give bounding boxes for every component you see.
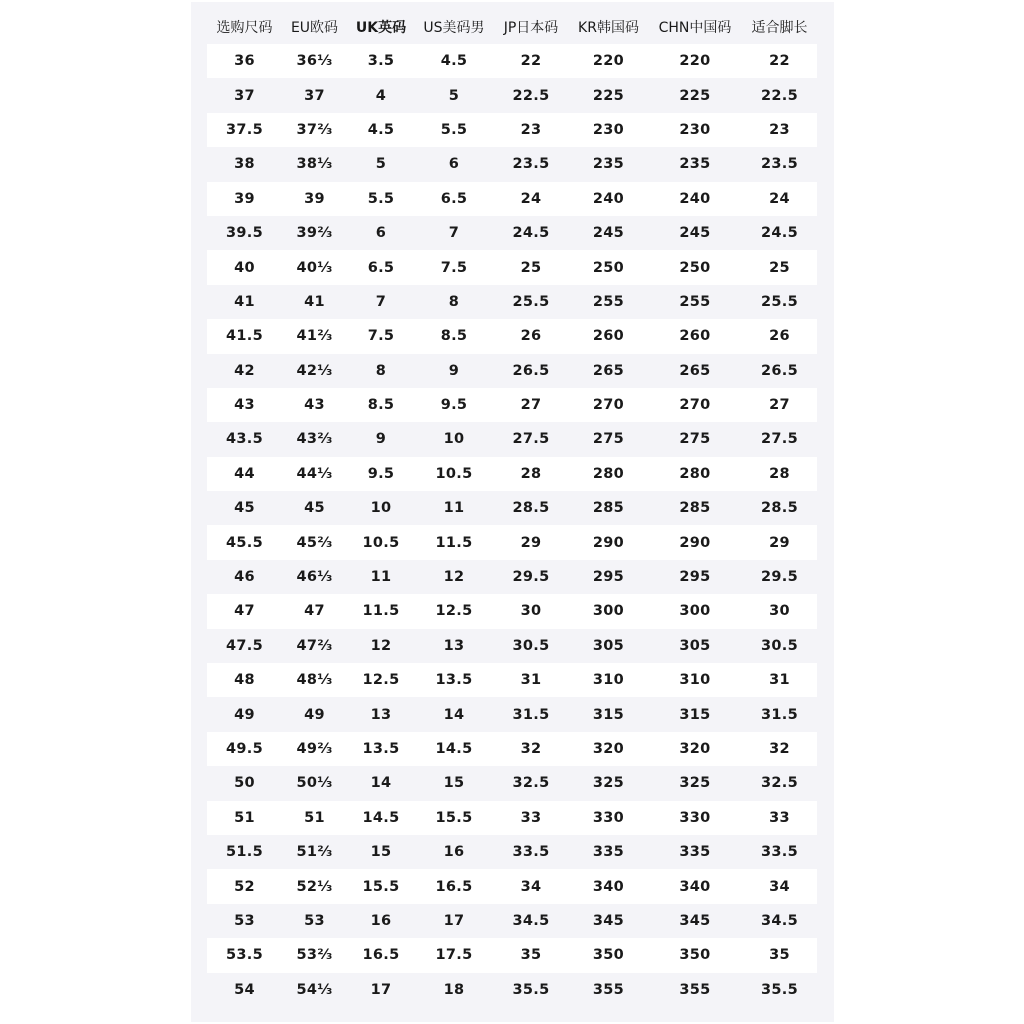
- cell-uk-size: 12.5: [347, 663, 415, 697]
- cell-selected-size: 49: [207, 697, 282, 731]
- cell-kr-size: 345: [569, 904, 648, 938]
- cell-selected-size: 38: [207, 147, 282, 181]
- cell-chn-size: 310: [648, 663, 742, 697]
- cell-eu-size: 37: [282, 78, 347, 112]
- cell-selected-size: 43: [207, 388, 282, 422]
- cell-jp-size: 34: [493, 869, 569, 903]
- cell-chn-size: 350: [648, 938, 742, 972]
- cell-us-men-size: 5.5: [415, 113, 493, 147]
- cell-uk-size: 3.5: [347, 44, 415, 78]
- cell-eu-size: 38⅓: [282, 147, 347, 181]
- cell-uk-size: 5: [347, 147, 415, 181]
- cell-selected-size: 41: [207, 285, 282, 319]
- table-header-row: [207, 10, 817, 44]
- cell-chn-size: 260: [648, 319, 742, 353]
- cell-jp-size: 27: [493, 388, 569, 422]
- table-row: [207, 801, 817, 835]
- table-row: [207, 904, 817, 938]
- cell-chn-size: 285: [648, 491, 742, 525]
- cell-uk-size: 11: [347, 560, 415, 594]
- size-conversion-table: [207, 10, 817, 1007]
- cell-chn-size: 290: [648, 525, 742, 559]
- cell-kr-size: 280: [569, 457, 648, 491]
- cell-eu-size: 52⅓: [282, 869, 347, 903]
- cell-us-men-size: 7: [415, 216, 493, 250]
- table-row: [207, 869, 817, 903]
- table-row: [207, 319, 817, 353]
- cell-uk-size: 16.5: [347, 938, 415, 972]
- cell-selected-size: 36: [207, 44, 282, 78]
- cell-uk-size: 16: [347, 904, 415, 938]
- cell-us-men-size: 11: [415, 491, 493, 525]
- cell-eu-size: 50⅓: [282, 766, 347, 800]
- table-row: [207, 938, 817, 972]
- cell-selected-size: 37.5: [207, 113, 282, 147]
- cell-foot-length: 24: [742, 182, 817, 216]
- cell-jp-size: 28.5: [493, 491, 569, 525]
- cell-jp-size: 23.5: [493, 147, 569, 181]
- cell-us-men-size: 13: [415, 629, 493, 663]
- table-row: [207, 44, 817, 78]
- cell-selected-size: 42: [207, 354, 282, 388]
- cell-jp-size: 24.5: [493, 216, 569, 250]
- cell-foot-length: 33.5: [742, 835, 817, 869]
- table-row: [207, 697, 817, 731]
- cell-foot-length: 33: [742, 801, 817, 835]
- cell-us-men-size: 14.5: [415, 732, 493, 766]
- cell-chn-size: 300: [648, 594, 742, 628]
- cell-foot-length: 30: [742, 594, 817, 628]
- cell-selected-size: 53.5: [207, 938, 282, 972]
- header-kr-size: KR韩国码: [578, 20, 639, 36]
- size-chart-panel: [191, 2, 834, 1022]
- cell-us-men-size: 18: [415, 973, 493, 1007]
- cell-us-men-size: 12: [415, 560, 493, 594]
- table-row: [207, 491, 817, 525]
- cell-eu-size: 48⅓: [282, 663, 347, 697]
- cell-jp-size: 35: [493, 938, 569, 972]
- cell-jp-size: 22: [493, 44, 569, 78]
- header-jp-size: JP日本码: [503, 20, 559, 36]
- cell-kr-size: 320: [569, 732, 648, 766]
- cell-foot-length: 29: [742, 525, 817, 559]
- table-row: [207, 560, 817, 594]
- cell-foot-length: 25.5: [742, 285, 817, 319]
- cell-foot-length: 29.5: [742, 560, 817, 594]
- table-row: [207, 182, 817, 216]
- cell-kr-size: 305: [569, 629, 648, 663]
- cell-eu-size: 43: [282, 388, 347, 422]
- table-body: [207, 44, 817, 1007]
- cell-jp-size: 27.5: [493, 422, 569, 456]
- cell-kr-size: 220: [569, 44, 648, 78]
- cell-kr-size: 260: [569, 319, 648, 353]
- cell-selected-size: 49.5: [207, 732, 282, 766]
- cell-selected-size: 44: [207, 457, 282, 491]
- cell-jp-size: 24: [493, 182, 569, 216]
- cell-uk-size: 14.5: [347, 801, 415, 835]
- cell-selected-size: 51: [207, 801, 282, 835]
- cell-us-men-size: 4.5: [415, 44, 493, 78]
- table-row: [207, 835, 817, 869]
- table-row: [207, 388, 817, 422]
- cell-selected-size: 43.5: [207, 422, 282, 456]
- cell-foot-length: 26: [742, 319, 817, 353]
- header-uk-size: UK英码: [355, 20, 407, 36]
- cell-uk-size: 15: [347, 835, 415, 869]
- cell-chn-size: 275: [648, 422, 742, 456]
- cell-uk-size: 7.5: [347, 319, 415, 353]
- cell-kr-size: 265: [569, 354, 648, 388]
- cell-chn-size: 335: [648, 835, 742, 869]
- cell-chn-size: 345: [648, 904, 742, 938]
- cell-foot-length: 30.5: [742, 629, 817, 663]
- cell-chn-size: 340: [648, 869, 742, 903]
- cell-selected-size: 50: [207, 766, 282, 800]
- cell-jp-size: 34.5: [493, 904, 569, 938]
- cell-us-men-size: 11.5: [415, 525, 493, 559]
- cell-eu-size: 40⅓: [282, 250, 347, 284]
- cell-foot-length: 34: [742, 869, 817, 903]
- cell-us-men-size: 8.5: [415, 319, 493, 353]
- cell-selected-size: 40: [207, 250, 282, 284]
- table-row: [207, 663, 817, 697]
- table-row: [207, 457, 817, 491]
- cell-foot-length: 23: [742, 113, 817, 147]
- cell-jp-size: 33: [493, 801, 569, 835]
- cell-uk-size: 9: [347, 422, 415, 456]
- cell-jp-size: 23: [493, 113, 569, 147]
- cell-uk-size: 4.5: [347, 113, 415, 147]
- cell-foot-length: 27: [742, 388, 817, 422]
- cell-foot-length: 32: [742, 732, 817, 766]
- cell-uk-size: 15.5: [347, 869, 415, 903]
- cell-eu-size: 51: [282, 801, 347, 835]
- cell-kr-size: 250: [569, 250, 648, 284]
- cell-us-men-size: 5: [415, 78, 493, 112]
- cell-uk-size: 8.5: [347, 388, 415, 422]
- cell-kr-size: 340: [569, 869, 648, 903]
- cell-jp-size: 32: [493, 732, 569, 766]
- cell-eu-size: 46⅓: [282, 560, 347, 594]
- cell-kr-size: 275: [569, 422, 648, 456]
- cell-eu-size: 36⅓: [282, 44, 347, 78]
- cell-foot-length: 28.5: [742, 491, 817, 525]
- table-row: [207, 732, 817, 766]
- cell-us-men-size: 14: [415, 697, 493, 731]
- cell-kr-size: 295: [569, 560, 648, 594]
- cell-us-men-size: 10: [415, 422, 493, 456]
- cell-us-men-size: 6.5: [415, 182, 493, 216]
- cell-foot-length: 31.5: [742, 697, 817, 731]
- cell-us-men-size: 7.5: [415, 250, 493, 284]
- cell-jp-size: 30.5: [493, 629, 569, 663]
- header-eu-size: EU欧码: [290, 20, 339, 36]
- table-row: [207, 78, 817, 112]
- cell-foot-length: 22.5: [742, 78, 817, 112]
- cell-kr-size: 315: [569, 697, 648, 731]
- cell-eu-size: 47: [282, 594, 347, 628]
- cell-uk-size: 9.5: [347, 457, 415, 491]
- cell-selected-size: 37: [207, 78, 282, 112]
- cell-foot-length: 24.5: [742, 216, 817, 250]
- cell-foot-length: 27.5: [742, 422, 817, 456]
- table-row: [207, 147, 817, 181]
- table-row: [207, 594, 817, 628]
- cell-eu-size: 45: [282, 491, 347, 525]
- cell-kr-size: 240: [569, 182, 648, 216]
- cell-kr-size: 285: [569, 491, 648, 525]
- cell-us-men-size: 10.5: [415, 457, 493, 491]
- cell-kr-size: 325: [569, 766, 648, 800]
- header-foot-length: 适合脚长: [751, 20, 808, 36]
- table-row: [207, 525, 817, 559]
- cell-uk-size: 12: [347, 629, 415, 663]
- table-row: [207, 422, 817, 456]
- cell-foot-length: 25: [742, 250, 817, 284]
- cell-uk-size: 4: [347, 78, 415, 112]
- table-row: [207, 250, 817, 284]
- cell-us-men-size: 9: [415, 354, 493, 388]
- cell-us-men-size: 12.5: [415, 594, 493, 628]
- cell-us-men-size: 15: [415, 766, 493, 800]
- cell-selected-size: 46: [207, 560, 282, 594]
- cell-selected-size: 45.5: [207, 525, 282, 559]
- cell-jp-size: 26.5: [493, 354, 569, 388]
- cell-jp-size: 29: [493, 525, 569, 559]
- cell-eu-size: 49⅔: [282, 732, 347, 766]
- cell-kr-size: 230: [569, 113, 648, 147]
- cell-jp-size: 31.5: [493, 697, 569, 731]
- cell-selected-size: 47: [207, 594, 282, 628]
- cell-kr-size: 300: [569, 594, 648, 628]
- cell-jp-size: 29.5: [493, 560, 569, 594]
- cell-uk-size: 17: [347, 973, 415, 1007]
- cell-uk-size: 6.5: [347, 250, 415, 284]
- cell-selected-size: 54: [207, 973, 282, 1007]
- cell-chn-size: 230: [648, 113, 742, 147]
- cell-eu-size: 53: [282, 904, 347, 938]
- cell-kr-size: 235: [569, 147, 648, 181]
- cell-selected-size: 47.5: [207, 629, 282, 663]
- cell-foot-length: 28: [742, 457, 817, 491]
- table-row: [207, 766, 817, 800]
- table-row: [207, 216, 817, 250]
- cell-chn-size: 330: [648, 801, 742, 835]
- cell-kr-size: 290: [569, 525, 648, 559]
- cell-chn-size: 245: [648, 216, 742, 250]
- cell-chn-size: 220: [648, 44, 742, 78]
- cell-eu-size: 41⅔: [282, 319, 347, 353]
- table-row: [207, 629, 817, 663]
- cell-jp-size: 28: [493, 457, 569, 491]
- cell-jp-size: 22.5: [493, 78, 569, 112]
- cell-selected-size: 52: [207, 869, 282, 903]
- cell-selected-size: 41.5: [207, 319, 282, 353]
- cell-eu-size: 37⅔: [282, 113, 347, 147]
- header-selected-size: 选购尺码: [216, 20, 273, 36]
- cell-chn-size: 250: [648, 250, 742, 284]
- cell-selected-size: 53: [207, 904, 282, 938]
- cell-chn-size: 265: [648, 354, 742, 388]
- cell-selected-size: 39.5: [207, 216, 282, 250]
- cell-eu-size: 49: [282, 697, 347, 731]
- cell-kr-size: 355: [569, 973, 648, 1007]
- cell-eu-size: 45⅔: [282, 525, 347, 559]
- cell-chn-size: 270: [648, 388, 742, 422]
- cell-chn-size: 320: [648, 732, 742, 766]
- cell-uk-size: 13.5: [347, 732, 415, 766]
- cell-uk-size: 14: [347, 766, 415, 800]
- cell-us-men-size: 16: [415, 835, 493, 869]
- cell-eu-size: 42⅓: [282, 354, 347, 388]
- cell-jp-size: 35.5: [493, 973, 569, 1007]
- cell-jp-size: 31: [493, 663, 569, 697]
- cell-chn-size: 225: [648, 78, 742, 112]
- cell-chn-size: 315: [648, 697, 742, 731]
- cell-selected-size: 45: [207, 491, 282, 525]
- cell-foot-length: 32.5: [742, 766, 817, 800]
- cell-us-men-size: 15.5: [415, 801, 493, 835]
- cell-chn-size: 325: [648, 766, 742, 800]
- cell-uk-size: 10: [347, 491, 415, 525]
- cell-foot-length: 26.5: [742, 354, 817, 388]
- cell-kr-size: 310: [569, 663, 648, 697]
- cell-us-men-size: 16.5: [415, 869, 493, 903]
- cell-uk-size: 7: [347, 285, 415, 319]
- cell-us-men-size: 17.5: [415, 938, 493, 972]
- cell-eu-size: 44⅓: [282, 457, 347, 491]
- header-us-men-size: US美码男: [423, 20, 485, 36]
- cell-kr-size: 335: [569, 835, 648, 869]
- cell-eu-size: 41: [282, 285, 347, 319]
- cell-foot-length: 35: [742, 938, 817, 972]
- cell-foot-length: 22: [742, 44, 817, 78]
- cell-eu-size: 47⅔: [282, 629, 347, 663]
- cell-uk-size: 11.5: [347, 594, 415, 628]
- cell-chn-size: 305: [648, 629, 742, 663]
- table-row: [207, 354, 817, 388]
- cell-chn-size: 235: [648, 147, 742, 181]
- cell-us-men-size: 8: [415, 285, 493, 319]
- cell-eu-size: 53⅔: [282, 938, 347, 972]
- cell-jp-size: 33.5: [493, 835, 569, 869]
- cell-foot-length: 35.5: [742, 973, 817, 1007]
- cell-us-men-size: 13.5: [415, 663, 493, 697]
- cell-chn-size: 255: [648, 285, 742, 319]
- cell-eu-size: 43⅔: [282, 422, 347, 456]
- cell-eu-size: 54⅓: [282, 973, 347, 1007]
- cell-jp-size: 26: [493, 319, 569, 353]
- cell-selected-size: 51.5: [207, 835, 282, 869]
- cell-foot-length: 31: [742, 663, 817, 697]
- cell-kr-size: 245: [569, 216, 648, 250]
- table-row: [207, 113, 817, 147]
- cell-uk-size: 5.5: [347, 182, 415, 216]
- cell-chn-size: 280: [648, 457, 742, 491]
- cell-eu-size: 39: [282, 182, 347, 216]
- table-row: [207, 285, 817, 319]
- table-row: [207, 973, 817, 1007]
- cell-us-men-size: 17: [415, 904, 493, 938]
- cell-uk-size: 8: [347, 354, 415, 388]
- header-chn-size: CHN中国码: [658, 20, 732, 36]
- cell-us-men-size: 9.5: [415, 388, 493, 422]
- cell-eu-size: 39⅔: [282, 216, 347, 250]
- cell-foot-length: 34.5: [742, 904, 817, 938]
- cell-chn-size: 295: [648, 560, 742, 594]
- cell-kr-size: 225: [569, 78, 648, 112]
- cell-jp-size: 32.5: [493, 766, 569, 800]
- cell-selected-size: 39: [207, 182, 282, 216]
- cell-chn-size: 240: [648, 182, 742, 216]
- cell-jp-size: 25: [493, 250, 569, 284]
- cell-kr-size: 270: [569, 388, 648, 422]
- cell-kr-size: 330: [569, 801, 648, 835]
- cell-us-men-size: 6: [415, 147, 493, 181]
- cell-jp-size: 25.5: [493, 285, 569, 319]
- cell-uk-size: 13: [347, 697, 415, 731]
- cell-foot-length: 23.5: [742, 147, 817, 181]
- cell-selected-size: 48: [207, 663, 282, 697]
- cell-chn-size: 355: [648, 973, 742, 1007]
- cell-kr-size: 350: [569, 938, 648, 972]
- cell-uk-size: 10.5: [347, 525, 415, 559]
- cell-uk-size: 6: [347, 216, 415, 250]
- cell-kr-size: 255: [569, 285, 648, 319]
- cell-eu-size: 51⅔: [282, 835, 347, 869]
- cell-jp-size: 30: [493, 594, 569, 628]
